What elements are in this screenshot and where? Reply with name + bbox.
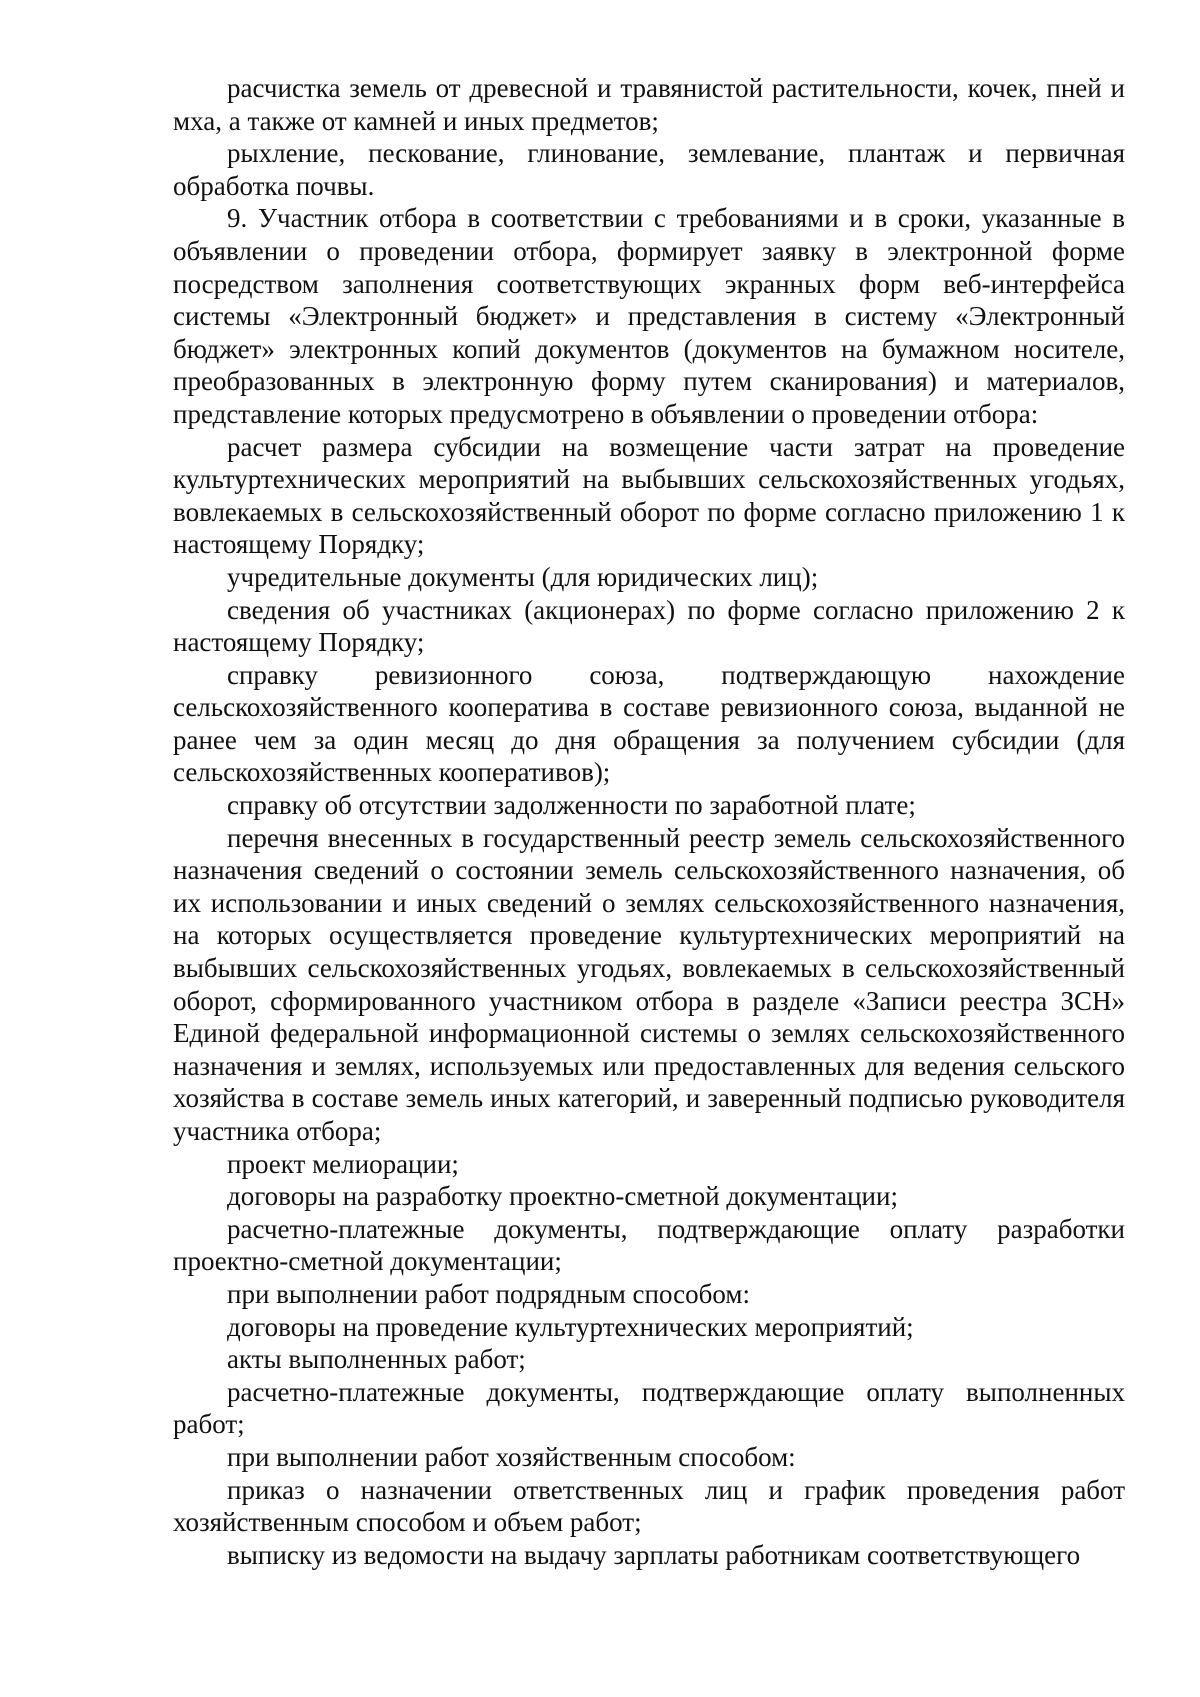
paragraph-founding-documents: учредительные документы (для юридических лиц); bbox=[227, 561, 819, 592]
paragraph-design-contracts: договоры на разработку проектно-сметной документации; bbox=[227, 1181, 898, 1212]
paragraph-no-wage-debt: справку об отсутствии задолженности по заработной плате; bbox=[227, 790, 916, 821]
paragraph-subsidy-calculation: расчет размера субсидии на возмещение части затрат на проведение культуртехнических мероприятий на выбывших сельскохозяйственных угодьях, вовлекаемых в сельскохозяйственный оборот по форме согласно приложению 1 к настоящему Порядку; bbox=[173, 431, 1125, 560]
paragraph-works-contracts: договоры на проведение культуртехнических мероприятий; bbox=[227, 1311, 914, 1342]
paragraph-design-payments: расчетно-платежные документы, подтверждающие оплату разработки проектно-сметной документации; bbox=[173, 1213, 1125, 1277]
paragraph-payroll-extract: выписку из ведомости на выдачу зарплаты работникам соответствующего bbox=[227, 1539, 1081, 1570]
paragraph-audit-union-certificate: справку ревизионного союза, подтверждающую нахождение сельскохозяйственного кооператива в составе ревизионного союза, выданной не ранее чем за один месяц до дня обращения за получением субсидии (для сельскохозяйственных кооперативов); bbox=[173, 659, 1125, 788]
paragraph-land-registry-list: перечня внесенных в государственный реестр земель сельскохозяйственного назначения сведений о состоянии земель сельскохозяйственного назначения, об их использовании и иных сведений о землях сельскохозяйственного назначения, на которых осуществляется проведение культуртехнических мероприятий на выбывших сельскохозяйственных угодьях, вовлекаемых в сельскохозяйственный оборот, сформированного участником отбора в разделе «Записи реестра ЗСН» Единой федеральной информационной системы о землях сельскохозяйственного назначения и землях, используемых или предоставленных для ведения сельского хозяйства в составе земель иных категорий, и заверенный подписью руководителя участника отбора; bbox=[173, 822, 1125, 1146]
paragraph-own-method: при выполнении работ хозяйственным способом: bbox=[227, 1441, 796, 1472]
paragraph-land-clearing: расчистка земель от древесной и травянистой растительности, кочек, пней и мха, а также от камней и иных предметов; bbox=[173, 73, 1125, 136]
paragraph-works-payments: расчетно-платежные документы, подтверждающие оплату выполненных работ; bbox=[173, 1376, 1125, 1440]
paragraph-contract-method: при выполнении работ подрядным способом: bbox=[227, 1278, 750, 1309]
paragraph-loosening: рыхление, пескование, глинование, землевание, плантаж и первичная обработка почвы. bbox=[173, 138, 1125, 201]
paragraph-item-9: 9. Участник отбора в соответствии с требованиями и в сроки, указанные в объявлении о проведении отбора, формирует заявку в электронной форме посредством заполнения соответствующих экранных форм веб-интерфейса системы «Электронный бюджет» и представления в систему «Электронный бюджет» электронных копий документов (документов на бумажном носителе, преобразованных в электронную форму путем сканирования) и материалов, представление которых предусмотрено в объявлении о проведении отбора: bbox=[173, 203, 1125, 429]
paragraph-completion-acts: акты выполненных работ; bbox=[227, 1344, 526, 1375]
paragraph-shareholders-info: сведения об участниках (акционерах) по форме согласно приложению 2 к настоящему Порядку; bbox=[173, 594, 1125, 658]
paragraph-responsible-order: приказ о назначении ответственных лиц и график проведения работ хозяйственным способом и объем работ; bbox=[173, 1474, 1125, 1538]
paragraph-melioration-project: проект мелиорации; bbox=[227, 1148, 459, 1179]
